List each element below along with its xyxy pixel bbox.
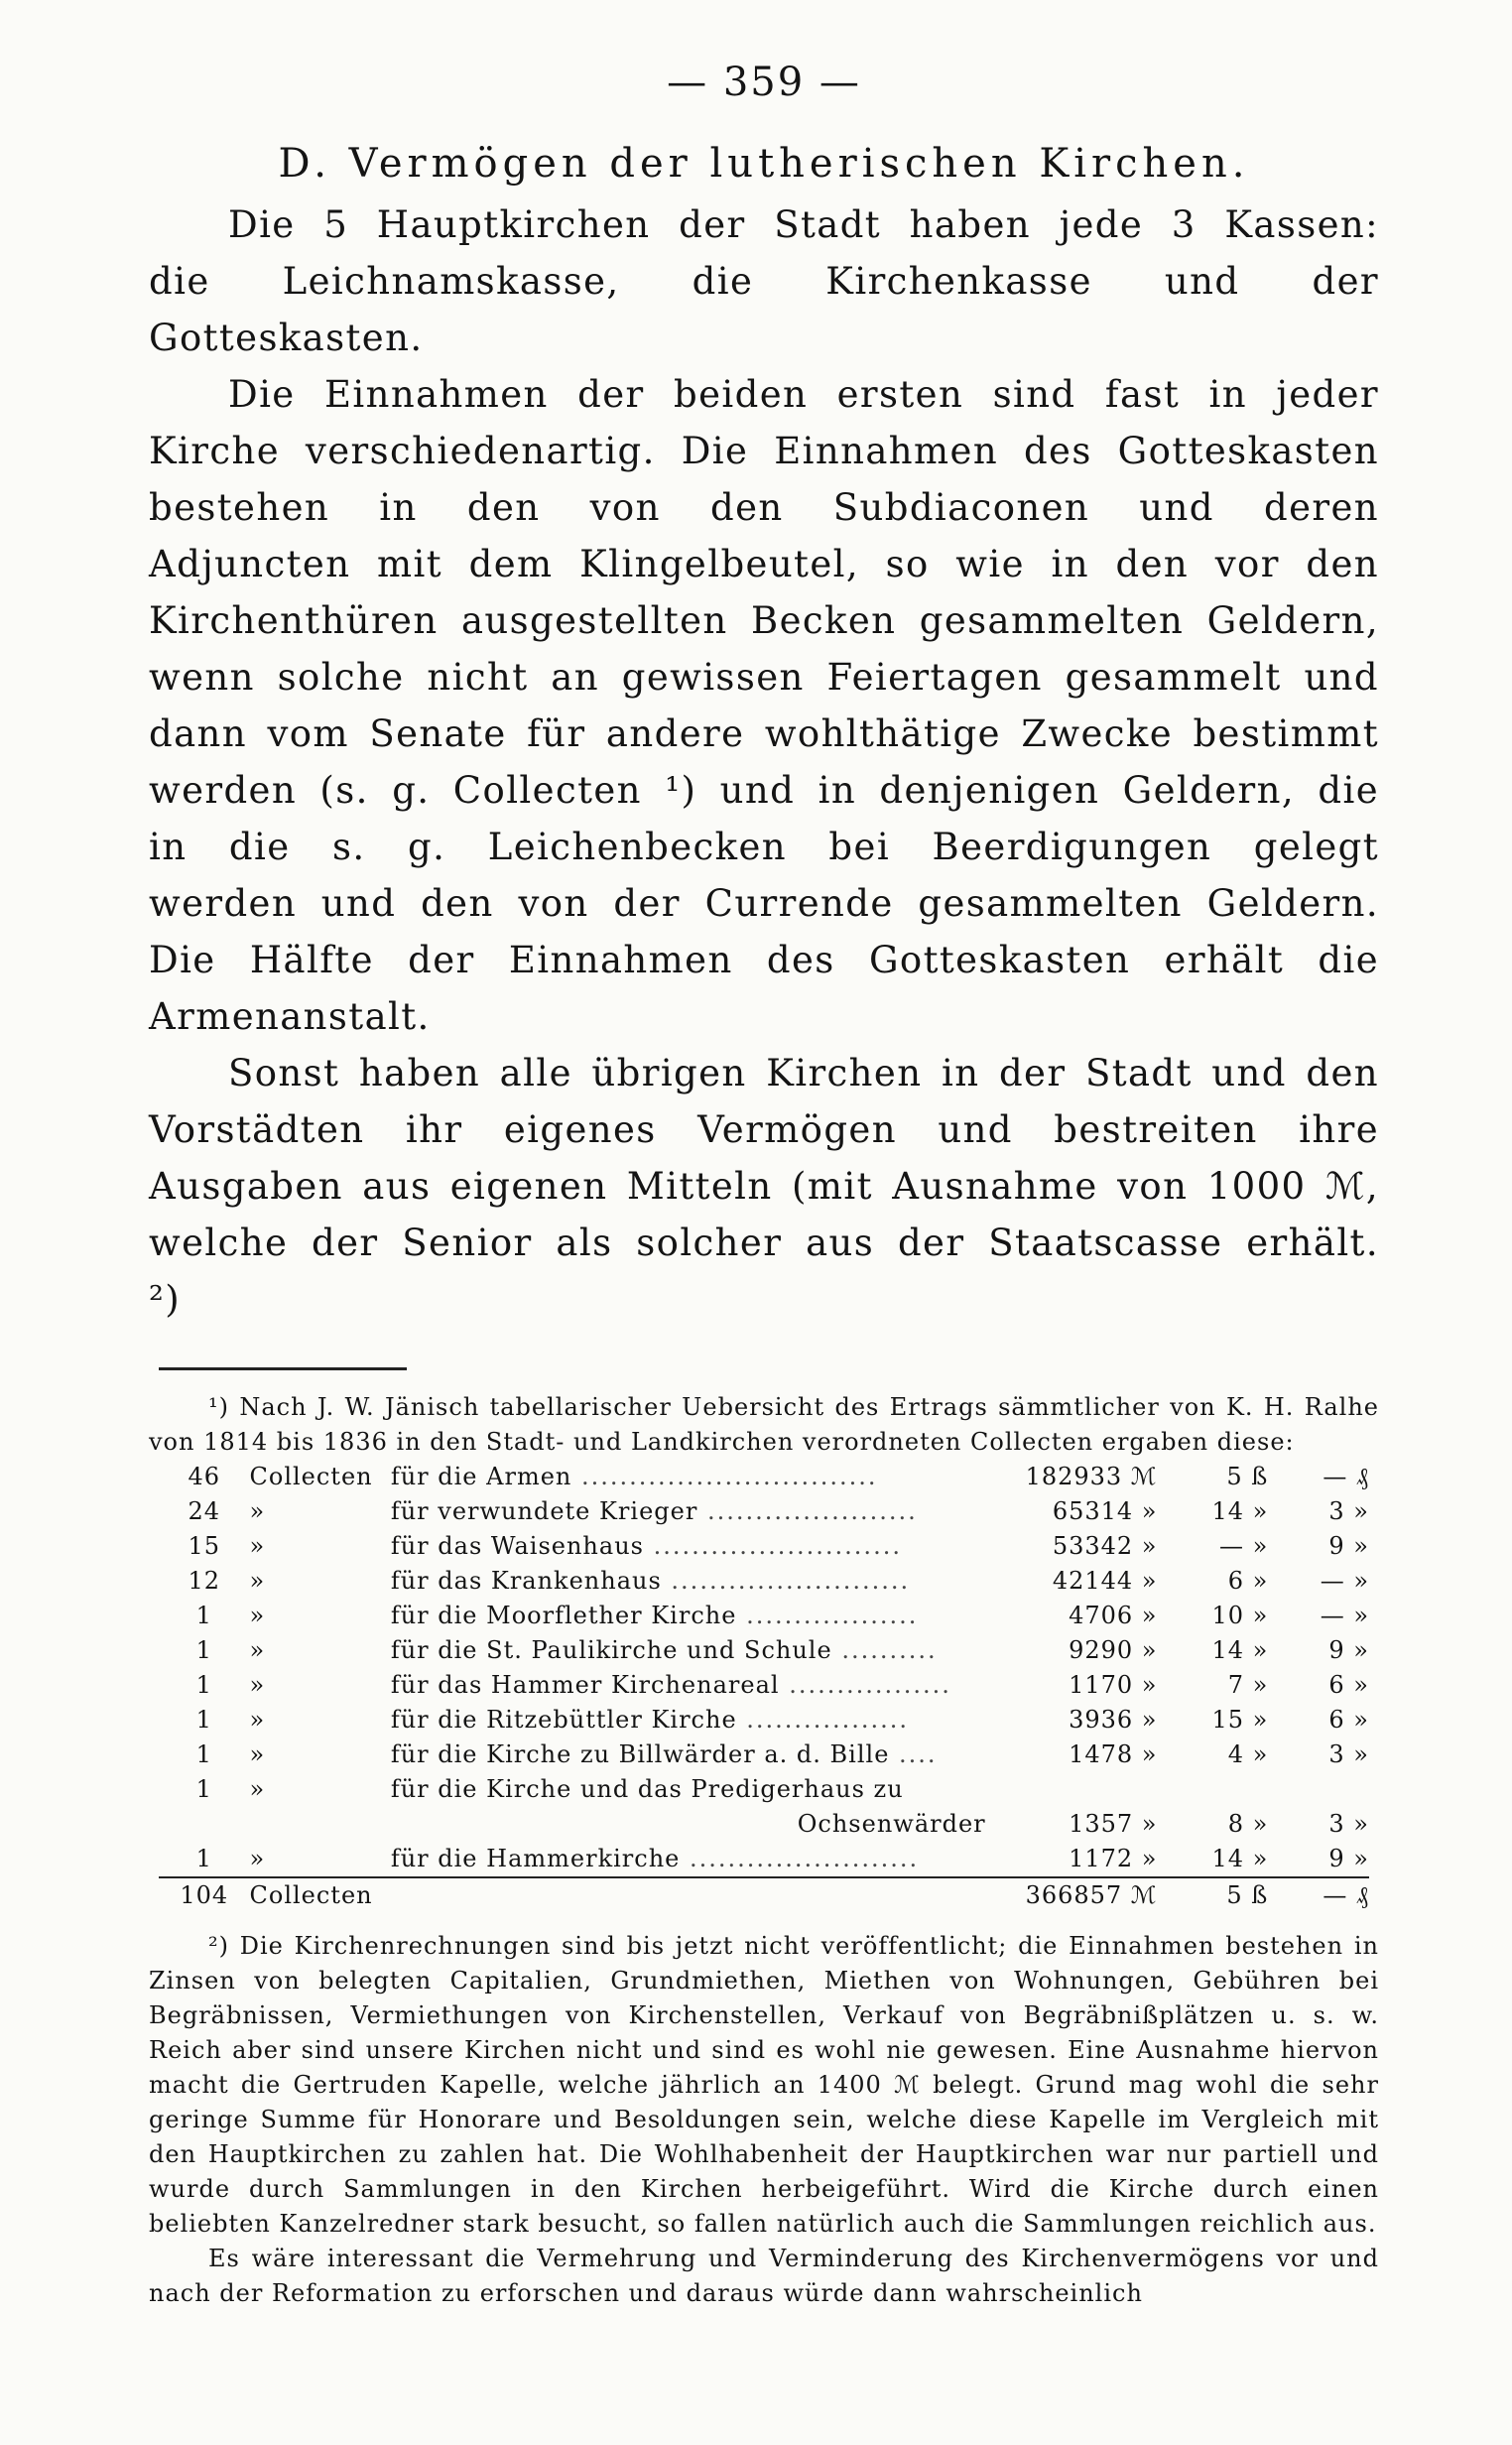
row-description [391,1494,986,1529]
row-amount-pfennig: 6 » [1328,1706,1369,1734]
row-description-text: für verwundete Krieger [390,1497,698,1525]
row-label [250,1807,391,1842]
row-description-text: für das Hammer Kirchenareal [390,1671,780,1699]
row-amount-schilling: 14 » [1211,1845,1269,1872]
footnote-divider [159,1367,407,1370]
row-description [391,1668,986,1703]
paragraph: Die Einnahmen der beiden ersten sind fast in jeder Kirche verschiedenartig. Die Einnahmen des Gotteskasten bestehen in den von den Subdiaconen und deren Adjuncten mit dem Klingelbeutel, so wie in den vor den Kirchenthüren ausgestellten Becken gesammelten Geldern, wenn solche nicht an gewissen Feiertagen gesammelt und dann vom Senate für andere wohlthätige Zwecke bestimmt werden (s. g. Collecten ¹) und in denjenigen Geldern, die in die s. g. Leichenbecken bei Beerdigungen gelegt werden und den von der Currende gesammelten Geldern. Die Hälfte der Einnahmen des Gotteskasten erhält die Armenanstalt. [149,373,1379,1038]
row-amount-schilling: 15 » [1211,1706,1269,1734]
total-count: 104 [159,1877,250,1913]
row-description-text: für die Ritzebüttler Kirche [390,1706,737,1734]
table-row [159,1668,1369,1703]
row-amount-schilling: 10 » [1211,1602,1269,1629]
section-heading: D. Vermögen der lutherischen Kirchen. [278,141,1250,187]
row-amount-schilling [1157,1772,1268,1807]
table-row [159,1807,1369,1842]
row-amount-schilling: 8 » [1227,1810,1269,1838]
row-amount-pfennig: 3 » [1328,1740,1369,1768]
row-amount-schilling: 6 » [1227,1567,1269,1595]
row-count [159,1807,250,1842]
row-amount-pfennig: — » [1320,1602,1369,1629]
row-amount-mark: 1170 » [1069,1671,1158,1699]
row-count: 24 [188,1497,221,1525]
row-amount-mark: 4706 » [1069,1602,1158,1629]
table-row [159,1703,1369,1737]
table-row [159,1529,1369,1564]
leader-dots: ................. [779,1671,951,1699]
leader-dots: .... [889,1740,938,1768]
row-amount-mark: 42144 » [1052,1567,1158,1595]
table-row [159,1460,1369,1494]
row-description [391,1460,986,1494]
row-label: Collecten [249,1463,373,1490]
total-spacer [391,1877,986,1913]
row-label: » [249,1706,266,1734]
page-number: — 359 — [667,60,861,105]
row-description [391,1529,986,1564]
row-label: » [249,1775,266,1803]
leader-dots: .................. [736,1602,919,1629]
row-description [391,1564,986,1599]
row-amount-mark [986,1772,1158,1807]
row-count: 46 [188,1463,221,1490]
row-amount-schilling: 14 » [1211,1636,1269,1664]
leader-dots: .......................... [643,1532,902,1560]
row-description [391,1772,986,1807]
row-description-text: für die Armen [390,1463,572,1490]
row-amount-mark: 1478 » [1069,1740,1158,1768]
row-amount-pfennig: 9 » [1328,1532,1369,1560]
book-page [149,60,1379,2311]
leader-dots: ...................... [697,1497,918,1525]
row-amount-pfennig: 9 » [1328,1636,1369,1664]
row-amount-mark: 1172 » [1069,1845,1158,1872]
row-description-text: Ochsenwärder [797,1810,986,1838]
row-label: » [249,1636,266,1664]
total-amount-pfennig: — ₰ [1268,1877,1369,1913]
row-label: » [249,1497,266,1525]
row-amount-schilling: 4 » [1227,1740,1269,1768]
leader-dots: .......... [831,1636,938,1664]
row-amount-pfennig: — ₰ [1323,1463,1369,1490]
row-label: » [249,1532,266,1560]
row-description [391,1737,986,1772]
collecten-table [159,1460,1369,1913]
row-amount-mark: 182933 ℳ [1025,1463,1158,1490]
row-description [391,1599,986,1633]
table-row [159,1772,1369,1807]
row-amount-mark: 3936 » [1069,1706,1158,1734]
row-label: » [249,1671,266,1699]
row-description-text: für die St. Paulikirche und Schule [390,1636,832,1664]
table-row [159,1599,1369,1633]
table-row [159,1564,1369,1599]
row-description [391,1703,986,1737]
total-label: Collecten [250,1877,391,1913]
footnote-2: ²) Die Kirchenrechnungen sind bis jetzt nicht veröffentlicht; die Einnahmen bestehen in Zinsen von belegten Capitalien, Grundmiethen, Miethen von Wohnungen, Gebühren bei Begräbnissen, Vermiethungen von Kirchenstellen, Verkauf von Begräbnißplätzen u. s. w. Reich aber sind unsere Kirchen nicht und sind es wohl nie gewesen. Eine Ausnahme hiervon macht die Gertruden Kapelle, welche jährlich an 1400 ℳ belegt. Grund mag wohl die sehr geringe Summe für Honorare und Besoldungen sein, welche diese Kapelle im Vergleich mit den Hauptkirchen zu zahlen hat. Die Wohlhabenheit der Hauptkirchen war nur partiell und wurde durch Sammlungen in den Kirchen herbeigeführt. Wird die Kirche durch einen beliebten Kanzelredner stark besucht, so fallen natürlich auch die Sammlungen reichlich aus. [149,1932,1379,2238]
row-description-text: für das Krankenhaus [390,1567,662,1595]
row-description [391,1807,986,1842]
row-description [391,1842,986,1877]
row-count: 1 [195,1740,212,1768]
row-amount-pfennig [1268,1772,1369,1807]
row-amount-mark: 53342 » [1052,1532,1158,1560]
row-amount-pfennig: 9 » [1328,1845,1369,1872]
row-amount-pfennig: — » [1320,1567,1369,1595]
row-count: 1 [195,1845,212,1872]
row-label: » [249,1845,266,1872]
row-description-text: für die Kirche zu Billwärder a. d. Bille [390,1740,890,1768]
row-count: 15 [188,1532,221,1560]
row-description-text: für die Kirche und das Predigerhaus zu [390,1775,904,1803]
row-amount-mark: 65314 » [1052,1497,1158,1525]
row-amount-pfennig: 3 » [1328,1497,1369,1525]
leader-dots: ............................... [571,1463,878,1490]
row-description [391,1633,986,1668]
row-count: 1 [195,1602,212,1629]
row-label: » [249,1740,266,1768]
footnote-1-intro: ¹) Nach J. W. Jänisch tabellarischer Uebersicht des Ertrags sämmtlicher von K. H. Ralhe von 1814 bis 1836 in den Stadt- und Landkirchen verordneten Collecten ergaben diese: [149,1393,1379,1456]
row-count: 1 [195,1671,212,1699]
leader-dots: ................. [736,1706,909,1734]
row-count: 1 [195,1636,212,1664]
paragraph: Sonst haben alle übrigen Kirchen in der Stadt und den Vorstädten ihr eigenes Vermögen und bestreiten ihre Ausgaben aus eigenen Mitteln (mit Ausnahme von 1000 ℳ, welche der Senior als solcher aus der Staatscasse erhält. ²) [149,1052,1379,1321]
row-count: 1 [195,1775,212,1803]
leader-dots: ........................ [680,1845,920,1872]
footnotes [149,1390,1379,2311]
row-label: » [249,1567,266,1595]
total-amount-schilling: 5 ß [1157,1877,1268,1913]
row-amount-schilling: — » [1219,1532,1269,1560]
leader-dots: ......................... [661,1567,911,1595]
row-amount-schilling: 14 » [1211,1497,1269,1525]
row-description-text: für die Hammerkirche [390,1845,681,1872]
row-amount-schilling: 7 » [1227,1671,1269,1699]
row-amount-pfennig: 6 » [1328,1671,1369,1699]
footnote-2-continuation: Es wäre interessant die Vermehrung und Verminderung des Kirchenvermögens vor und nach der Reformation zu erforschen und daraus würde dann wahrscheinlich [149,2245,1379,2307]
row-description-text: für das Waisenhaus [390,1532,644,1560]
table-row [159,1737,1369,1772]
row-amount-pfennig: 3 » [1328,1810,1369,1838]
row-amount-mark: 1357 » [1069,1810,1158,1838]
paragraph: Die 5 Hauptkirchen der Stadt haben jede 3 Kassen: die Leichnamskasse, die Kirchenkasse und der Gotteskasten. [149,203,1379,359]
total-amount-mark: 366857 ℳ [986,1877,1158,1913]
row-count: 12 [188,1567,221,1595]
row-amount-schilling: 5 ß [1226,1463,1269,1490]
row-amount-mark: 9290 » [1069,1636,1158,1664]
table-row [159,1633,1369,1668]
table-row [159,1842,1369,1877]
table-row [159,1494,1369,1529]
row-count: 1 [195,1706,212,1734]
total-row [159,1877,1369,1913]
main-text [149,196,1379,1328]
row-description-text: für die Moorflether Kirche [390,1602,737,1629]
row-label: » [249,1602,266,1629]
